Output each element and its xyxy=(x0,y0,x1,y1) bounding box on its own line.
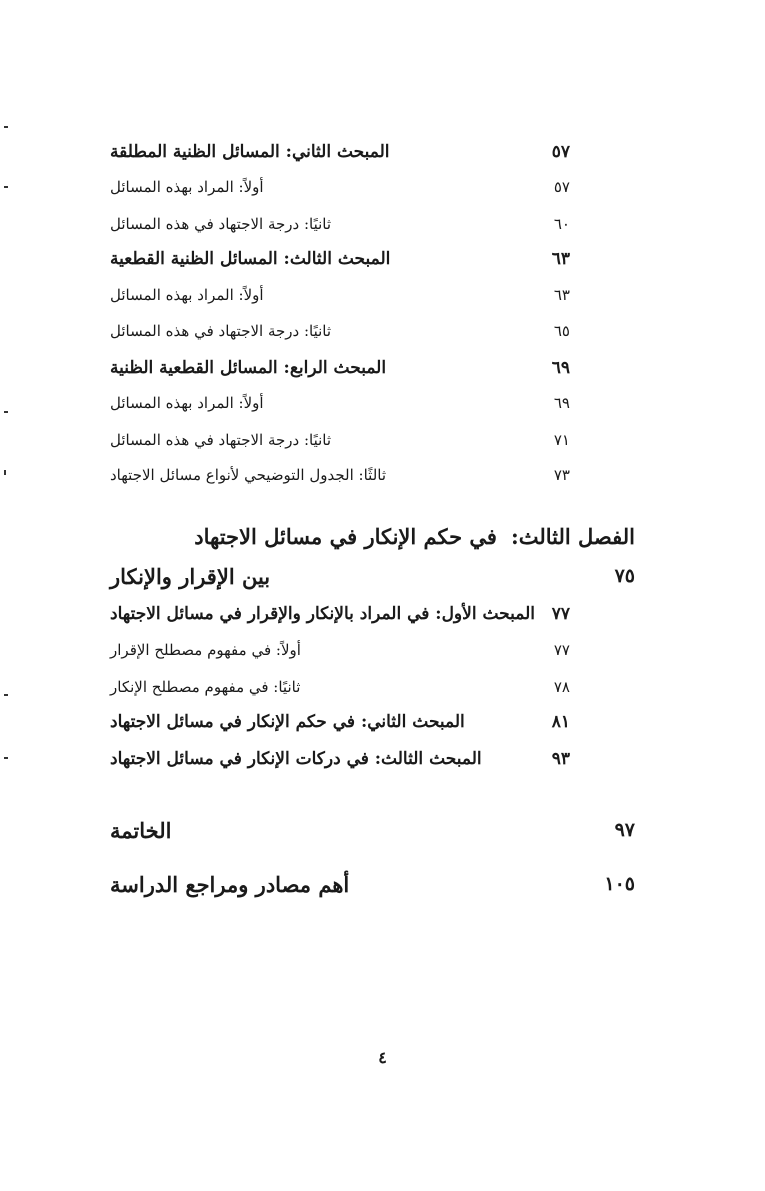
scan-mark xyxy=(4,470,6,475)
toc-entry-page: ٥٧ xyxy=(553,178,570,196)
toc-entry-title: المبحث الثاني: في حكم الإنكار في مسائل الاجتهاد xyxy=(110,712,465,732)
toc-entry xyxy=(110,206,570,242)
toc-entry-title: ثانيًا: درجة الاجتهاد في هذه المسائل xyxy=(110,215,332,233)
chapter-page: ٧٥ xyxy=(614,565,635,587)
references-page: ١٠٥ xyxy=(604,873,635,895)
chapter-heading xyxy=(110,516,635,556)
toc-entry-title: أولاً: في مفهوم مصطلح الإقرار xyxy=(110,641,301,659)
scan-mark xyxy=(4,757,8,759)
toc-entry-page: ٥٧ xyxy=(551,142,570,162)
toc-entry xyxy=(110,741,570,777)
conclusion-page: ٩٧ xyxy=(614,819,635,841)
toc-entry xyxy=(110,596,570,632)
toc-entry-title: المبحث الرابع: المسائل القطعية الظنية xyxy=(110,358,387,378)
toc-entry-title: ثانيًا: في مفهوم مصطلح الإنكار xyxy=(110,678,301,696)
scan-mark xyxy=(4,411,8,413)
toc-entry xyxy=(110,385,570,421)
references-title: أهم مصادر ومراجع الدراسة xyxy=(110,871,350,897)
toc-entry-page: ٧٧ xyxy=(553,641,570,659)
toc-entry-title: المبحث الأول: في المراد بالإنكار والإقرار في مسائل الاجتهاد xyxy=(110,604,536,624)
toc-entry-title: ثانيًا: درجة الاجتهاد في هذه المسائل xyxy=(110,431,332,449)
toc-entry-title: أولاً: المراد بهذه المسائل xyxy=(110,394,264,412)
toc-entry-page: ٦٣ xyxy=(553,286,570,304)
toc-entry-conclusion xyxy=(110,812,635,848)
toc-entry-title: المبحث الثالث: في دركات الإنكار في مسائل الاجتهاد xyxy=(110,749,482,769)
toc-entry-page: ٦٠ xyxy=(553,215,570,233)
toc-entry-title: ثالثًا: الجدول التوضيحي لأنواع مسائل الاجتهاد xyxy=(110,466,387,484)
toc-entry-page: ٧٧ xyxy=(551,604,570,624)
chapter-title-line2: بين الإقرار والإنكار xyxy=(110,563,271,589)
scan-mark xyxy=(4,694,8,696)
toc-entry-page: ٦٣ xyxy=(551,249,570,269)
toc-entry xyxy=(110,669,570,705)
toc-entry-title: المبحث الثاني: المسائل الظنية المطلقة xyxy=(110,142,390,162)
chapter-title-line1: في حكم الإنكار في مسائل الاجتهاد xyxy=(194,523,497,549)
toc-entry-page: ٧٨ xyxy=(553,678,570,696)
toc-entry xyxy=(110,632,570,668)
scan-mark xyxy=(4,126,8,128)
toc-entry-page: ٨١ xyxy=(551,712,570,732)
toc-entry-title: المبحث الثالث: المسائل الظنية القطعية xyxy=(110,249,391,269)
toc-entry xyxy=(110,422,570,458)
toc-entry xyxy=(110,277,570,313)
chapter-label: الفصل الثالث: xyxy=(510,523,635,549)
toc-entry-title: ثانيًا: درجة الاجتهاد في هذه المسائل xyxy=(110,322,332,340)
toc-entry xyxy=(110,704,570,740)
conclusion-title: الخاتمة xyxy=(110,817,172,843)
toc-entry xyxy=(110,457,570,493)
toc-entry-page: ٦٥ xyxy=(553,322,570,340)
toc-entry xyxy=(110,169,570,205)
chapter-heading-continued xyxy=(110,556,635,596)
toc-entry xyxy=(110,241,570,277)
toc-entry-page: ٦٩ xyxy=(553,394,570,412)
toc-entry-references xyxy=(110,866,635,902)
toc-entry-page: ٧٣ xyxy=(553,466,570,484)
toc-entry xyxy=(110,134,570,170)
page-number: ٤ xyxy=(378,1048,387,1067)
toc-entry-page: ٦٩ xyxy=(551,358,570,378)
scan-mark xyxy=(4,186,8,188)
toc-entry-page: ٩٣ xyxy=(551,749,570,769)
toc-entry-title: أولاً: المراد بهذه المسائل xyxy=(110,178,264,196)
toc-entry-title: أولاً: المراد بهذه المسائل xyxy=(110,286,264,304)
toc-entry xyxy=(110,313,570,349)
toc-entry-page: ٧١ xyxy=(553,431,570,449)
toc-entry xyxy=(110,350,570,386)
